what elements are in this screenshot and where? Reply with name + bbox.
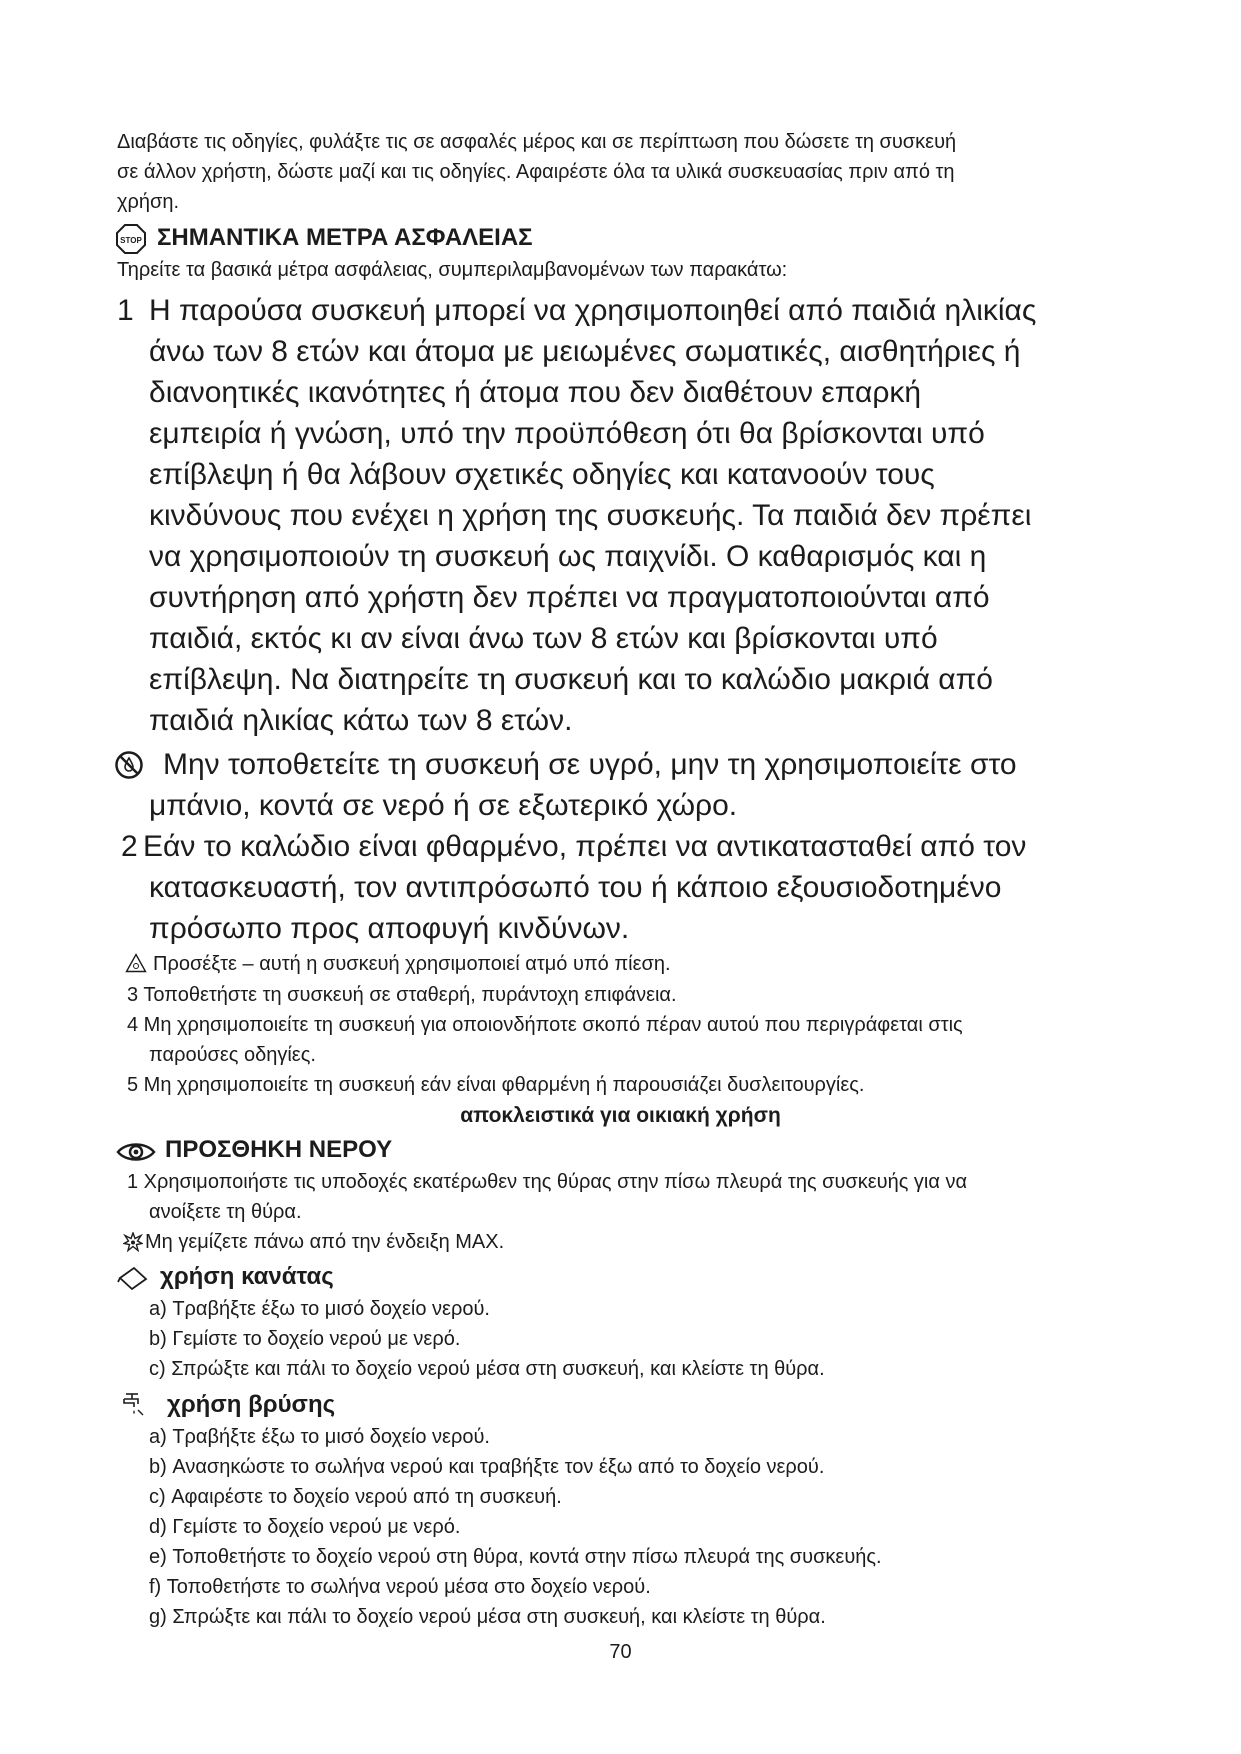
eye-icon xyxy=(116,1140,156,1164)
item-1-line: άνω των 8 ετών και άτομα με μειωμένες σωματικές, αισθητήριες ή xyxy=(149,335,1021,368)
household-only-note: αποκλειστικά για οικιακή χρήση xyxy=(460,1104,781,1127)
adding-water-step-1-line-1: 1 Χρησιμοποιήστε τις υποδοχές εκατέρωθεν της θύρας στην πίσω πλευρά της συσκευής για να xyxy=(127,1171,968,1193)
item-1-line: παιδιά ηλικίας κάτω των 8 ετών. xyxy=(149,704,573,737)
jug-step: b) Γεμίστε το δοχείο νερού με νερό. xyxy=(149,1328,461,1350)
item-2-number: 2 xyxy=(121,830,138,863)
tap-step: d) Γεμίστε το δοχείο νερού με νερό. xyxy=(149,1516,461,1538)
water-warning-line: Μην τοποθετείτε τη συσκευή σε υγρό, μην τη χρησιμοποιείτε στο xyxy=(163,748,1017,781)
burst-warning-icon xyxy=(123,1232,143,1252)
safety-subtitle: Τηρείτε τα βασικά μέτρα ασφάλειας, συμπεριλαμβανομένων των παρακάτω: xyxy=(117,259,788,281)
page-number: 70 xyxy=(609,1641,632,1663)
tap-icon xyxy=(120,1391,146,1417)
tap-step: e) Τοποθετήστε το δοχείο νερού στη θύρα, κοντά στην πίσω πλευρά της συσκευής. xyxy=(149,1546,882,1568)
tap-step: c) Αφαιρέστε το δοχείο νερού από τη συσκευή. xyxy=(149,1486,562,1508)
item-1-line: κινδύνους που ενέχει η χρήση της συσκευής. Τα παιδιά δεν πρέπει xyxy=(149,499,1032,532)
item-1-line: διανοητικές ικανότητες ή άτομα που δεν διαθέτουν επαρκή xyxy=(149,376,922,409)
stop-icon xyxy=(115,223,147,255)
safety-heading: ΣΗΜΑΝΤΙΚΑ ΜΕΤΡΑ ΑΣΦΑΛΕΙΑΣ xyxy=(157,224,533,251)
item-1-number: 1 xyxy=(117,294,134,327)
item-2-line: πρόσωπο προς αποφυγή κινδύνων. xyxy=(149,912,630,945)
adding-water-step-1-line-2: ανοίξετε τη θύρα. xyxy=(149,1201,302,1223)
item-1-line: εμπειρία ή γνώση, υπό την προϋπόθεση ότι θα βρίσκονται υπό xyxy=(149,417,985,450)
warning-triangle-icon xyxy=(125,953,147,973)
item-1-line: να χρησιμοποιούν τη συσκευή ως παιχνίδι. Ο καθαρισμός και η xyxy=(149,540,987,573)
intro-line-2: σε άλλον χρήστη, δώστε μαζί και τις οδηγίες. Αφαιρέστε όλα τα υλικά συσκευασίας πριν από τη xyxy=(117,161,955,183)
item-5: 5 Μη χρησιμοποιείτε τη συσκευή εάν είναι φθαρμένη ή παρουσιάζει δυσλειτουργίες. xyxy=(127,1074,865,1096)
water-warning-line: μπάνιο, κοντά σε νερό ή σε εξωτερικό χώρο. xyxy=(149,789,738,822)
item-3: 3 Τοποθετήστε τη συσκευή σε σταθερή, πυράντοχη επιφάνεια. xyxy=(127,984,677,1006)
intro-line-1: Διαβάστε τις οδηγίες, φυλάξτε τις σε ασφαλές μέρος και σε περίπτωση που δώσετε τη συσκευή xyxy=(117,131,957,153)
jug-heading: χρήση κανάτας xyxy=(160,1263,334,1290)
item-4-line-1: 4 Μη χρησιμοποιείτε τη συσκευή για οποιονδήποτε σκοπό πέραν αυτού που περιγράφεται στις xyxy=(127,1014,963,1036)
intro-line-3: χρήση. xyxy=(117,191,180,213)
item-1-line: επίβλεψη. Να διατηρείτε τη συσκευή και το καλώδιο μακριά από xyxy=(149,663,993,696)
item-1-line: συντήρηση από χρήστη δεν πρέπει να πραγματοποιούνται από xyxy=(149,581,990,614)
item-1-line: Η παρούσα συσκευή μπορεί να χρησιμοποιηθεί από παιδιά ηλικίας xyxy=(149,294,1037,327)
jug-step: a) Τραβήξτε έξω το μισό δοχείο νερού. xyxy=(149,1298,490,1320)
item-1-line: επίβλεψη ή θα λάβουν σχετικές οδηγίες και κατανοούν τους xyxy=(149,458,935,491)
svg-text:STOP: STOP xyxy=(120,236,142,245)
tap-step: f) Τοποθετήστε το σωλήνα νερού μέσα στο δοχείο νερού. xyxy=(149,1576,651,1598)
tap-heading: χρήση βρύσης xyxy=(167,1391,336,1418)
item-2-line: Εάν το καλώδιο είναι φθαρμένο, πρέπει να αντικατασταθεί από τον xyxy=(143,830,1027,863)
jug-step: c) Σπρώξτε και πάλι το δοχείο νερού μέσα στη συσκευή, και κλείστε τη θύρα. xyxy=(149,1358,825,1380)
tap-step: g) Σπρώξτε και πάλι το δοχείο νερού μέσα στη συσκευή, και κλείστε τη θύρα. xyxy=(149,1606,826,1628)
item-4-line-2: παρούσες οδηγίες. xyxy=(149,1044,316,1066)
max-fill-note: Μη γεμίζετε πάνω από την ένδειξη MAX. xyxy=(145,1231,505,1253)
tap-step: b) Ανασηκώστε το σωλήνα νερού και τραβήξτε τον έξω από το δοχείο νερού. xyxy=(149,1456,825,1478)
item-2-line: κατασκευαστή, τον αντιπρόσωπό του ή κάποιο εξουσιοδοτημένο xyxy=(149,871,1002,904)
tap-step: a) Τραβήξτε έξω το μισό δοχείο νερού. xyxy=(149,1426,490,1448)
item-1-line: παιδιά, εκτός κι αν είναι άνω των 8 ετών και βρίσκονται υπό xyxy=(149,622,938,655)
adding-water-heading: ΠΡΟΣΘΗΚΗ ΝΕΡΟΥ xyxy=(165,1136,393,1163)
steam-warning: Προσέξτε – αυτή η συσκευή χρησιμοποιεί ατμό υπό πίεση. xyxy=(153,953,671,975)
no-water-icon xyxy=(114,750,144,780)
jug-icon xyxy=(117,1265,149,1291)
